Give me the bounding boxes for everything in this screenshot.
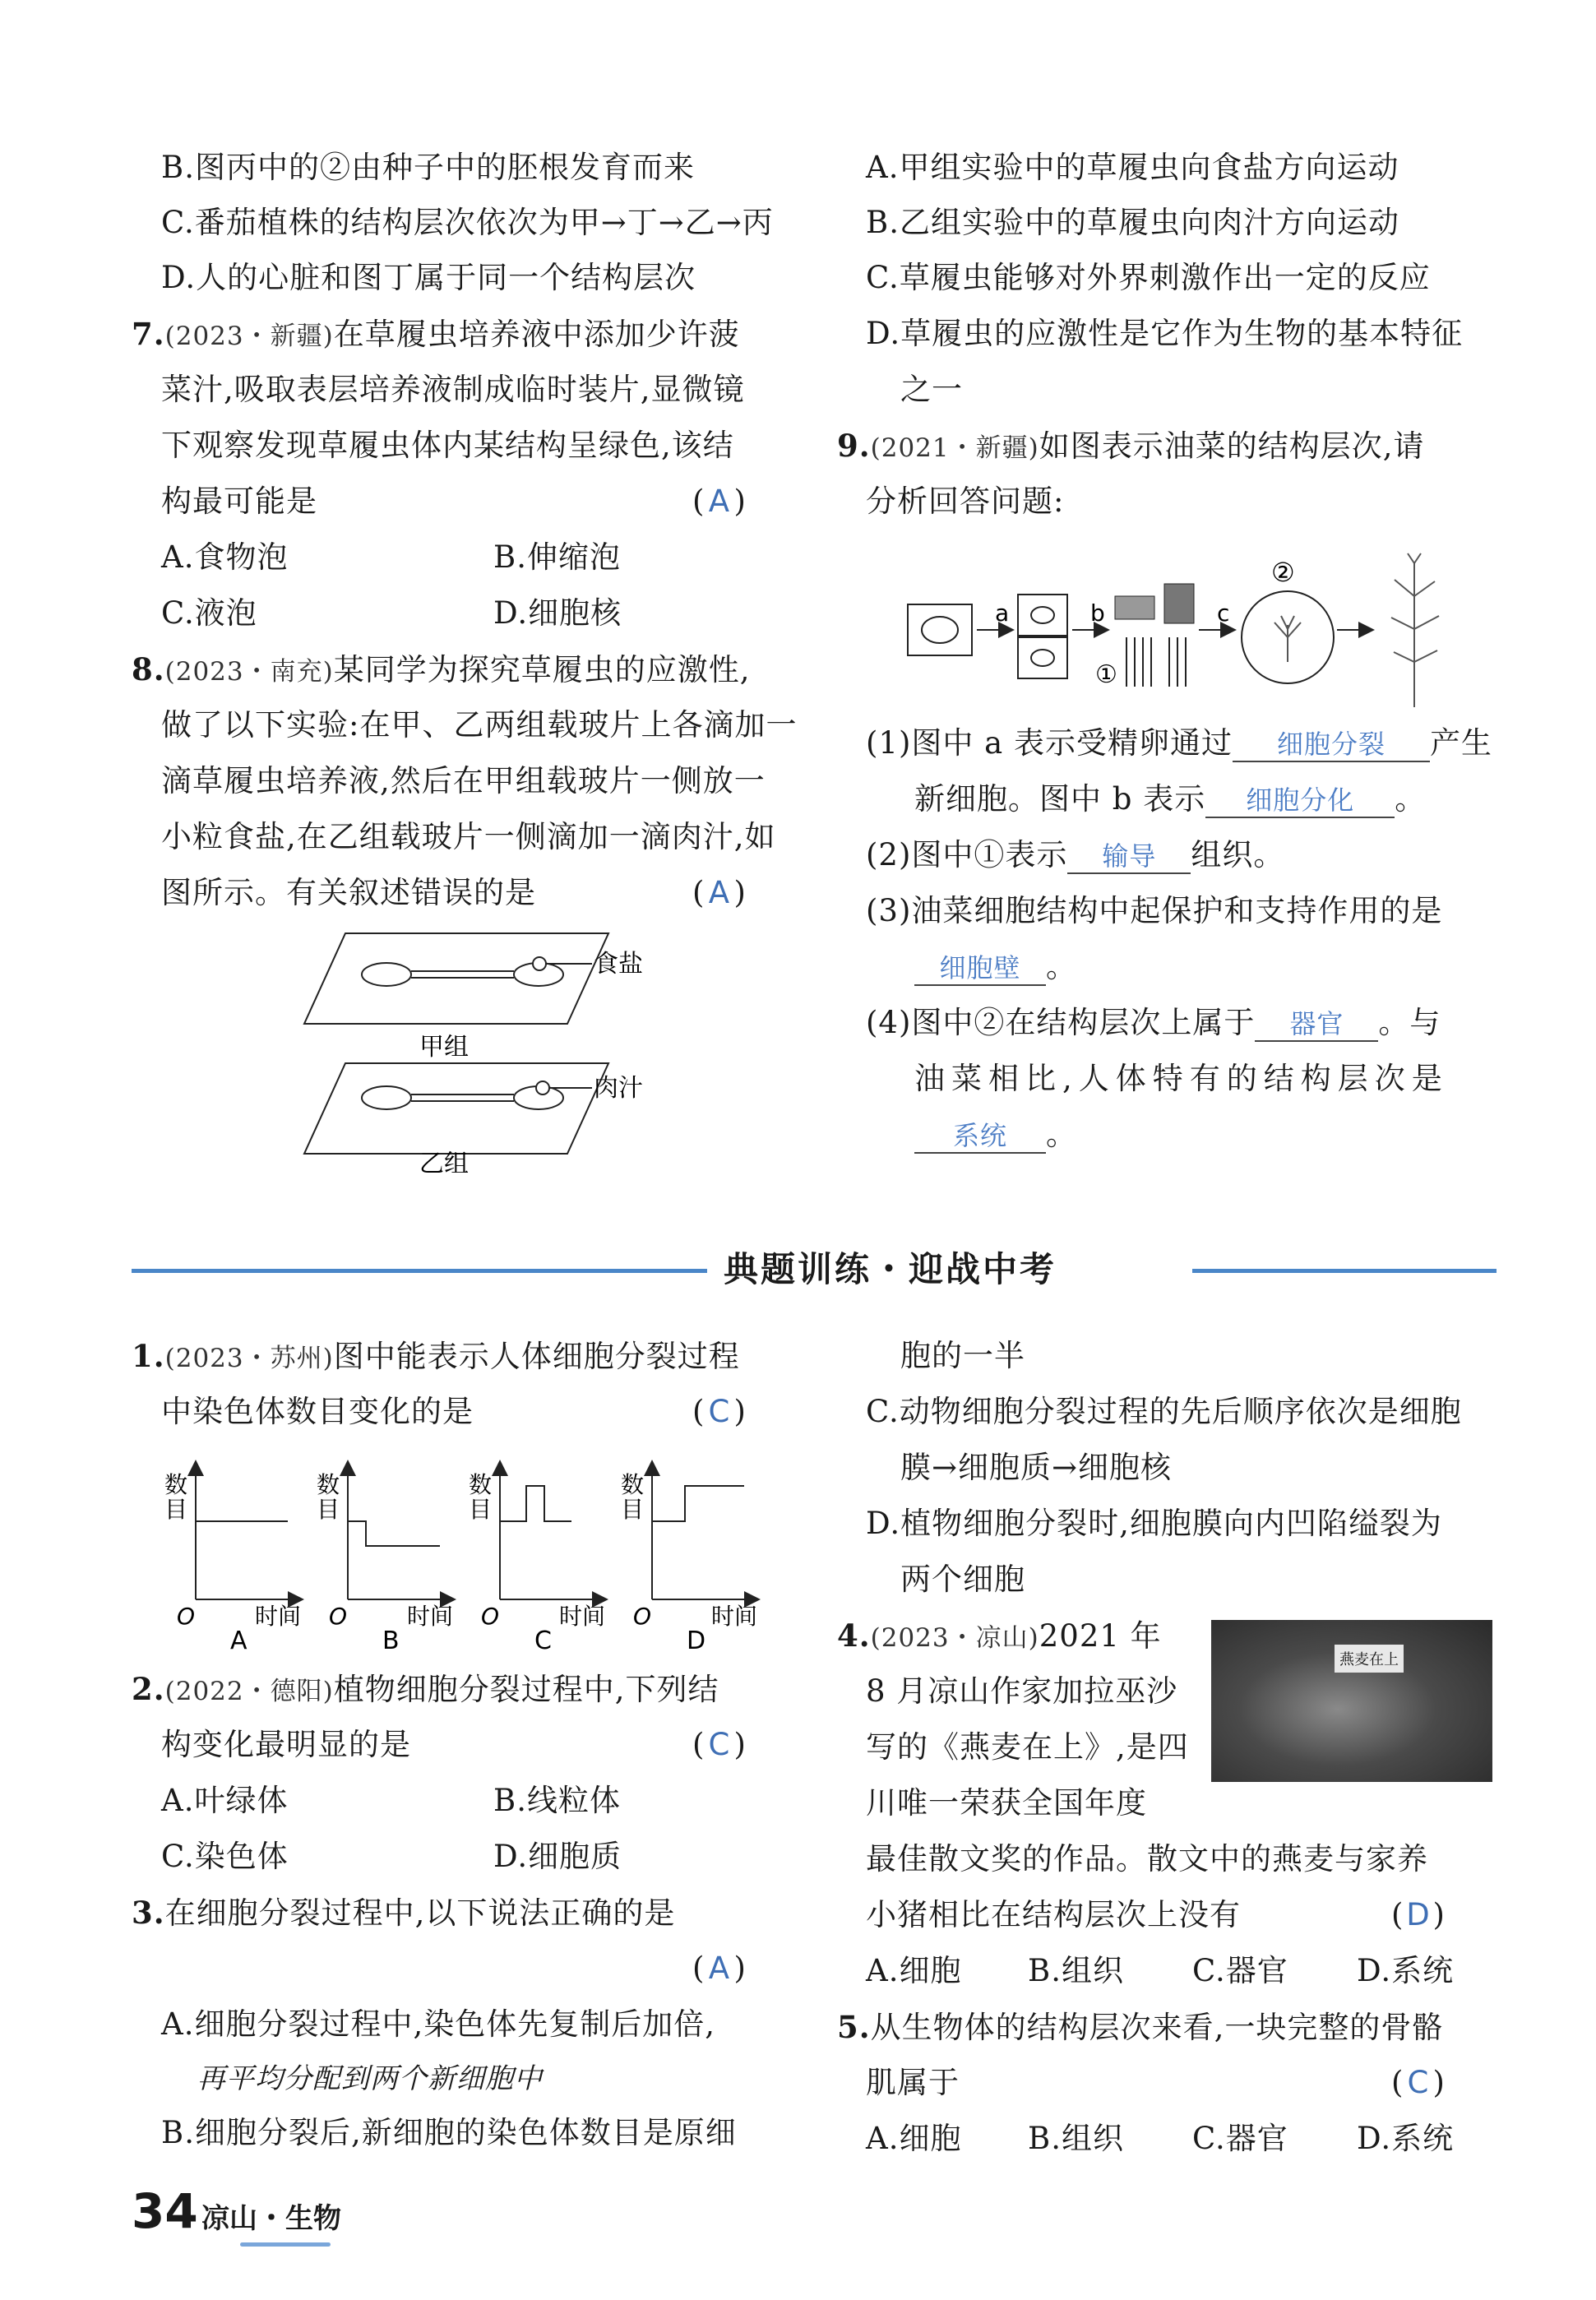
question-text: 写的《燕麦在上》,是四 bbox=[866, 1729, 1189, 1765]
question-5-stem bbox=[837, 2007, 1443, 2048]
question-4-stem bbox=[837, 1616, 1162, 1658]
question-number: 5. bbox=[837, 2009, 871, 2045]
question-source: (2021・新疆) bbox=[870, 433, 1039, 463]
question-number: 9. bbox=[837, 428, 871, 464]
subquestion-1-cont bbox=[914, 780, 1426, 819]
option-c: C.液泡 bbox=[161, 595, 257, 631]
subquestion-2 bbox=[866, 835, 1284, 875]
question-text: 图中能表示人体细胞分裂过程 bbox=[333, 1339, 740, 1374]
answer-blank: 细胞分化 bbox=[1205, 784, 1395, 818]
option-a: A.甲组实验中的草履虫向食盐方向运动 bbox=[866, 150, 1399, 185]
question-text: 构变化最明显的是 bbox=[161, 1727, 411, 1762]
photo-caption: 燕麦在上 bbox=[1335, 1645, 1404, 1673]
answer-blank: 系统 bbox=[914, 1119, 1046, 1154]
label-2: ② bbox=[1271, 557, 1295, 588]
axis-label: 目 bbox=[164, 1496, 188, 1523]
option-d: D.细胞核 bbox=[493, 595, 622, 631]
option-a: A.食物泡 bbox=[161, 539, 289, 575]
answer-blank: 输导 bbox=[1067, 840, 1191, 874]
axis-label: 时间 bbox=[255, 1603, 302, 1630]
answer-value: A bbox=[708, 875, 730, 910]
question-number: 4. bbox=[837, 1617, 871, 1654]
question-text: 从生物体的结构层次来看,一块完整的骨骼 bbox=[870, 2010, 1444, 2045]
option-c: C.动物细胞分裂过程的先后顺序依次是细胞 bbox=[866, 1394, 1462, 1429]
option-d-cont: 之一 bbox=[900, 372, 963, 407]
graph-a bbox=[164, 1468, 301, 1653]
question-text: 在草履虫培养液中添加少许菠 bbox=[333, 317, 740, 352]
question-source: (2023・凉山) bbox=[870, 1623, 1039, 1653]
answer-bracket: ( C ) bbox=[692, 1392, 746, 1432]
option-c: C.器官 bbox=[1192, 2121, 1288, 2156]
option-a: A.细胞分裂过程中,染色体先复制后加倍, bbox=[161, 2006, 716, 2042]
subquestion-4 bbox=[866, 1003, 1441, 1043]
subquestion-4-cont2 bbox=[914, 1115, 1077, 1155]
option-b: B.乙组实验中的草履虫向肉汁方向运动 bbox=[866, 205, 1399, 240]
option-a-cont: 再平均分配到两个新细胞中 bbox=[197, 2062, 543, 2095]
option-c: C.染色体 bbox=[161, 1839, 289, 1874]
question-text: 菜汁,吸取表层培养液制成临时装片,显微镜 bbox=[161, 372, 745, 407]
option-line: C.番茄植株的结构层次依次为甲→丁→乙→丙 bbox=[161, 205, 774, 240]
question-text: 下观察发现草履虫体内某结构呈绿色,该结 bbox=[161, 428, 734, 463]
subquestion-text: 组织。 bbox=[1191, 837, 1285, 872]
question-text: 川唯一荣获全国年度 bbox=[866, 1785, 1147, 1821]
fertilized-egg-cell bbox=[908, 604, 972, 655]
subquestion-text: 新细胞。图中 b 表示 bbox=[914, 781, 1206, 817]
question-text: 小粒食盐,在乙组载玻片一侧滴加一滴肉汁,如 bbox=[161, 819, 776, 854]
graph-label: C bbox=[534, 1627, 552, 1653]
answer-value: A bbox=[708, 484, 730, 519]
option-a: A.细胞 bbox=[866, 1953, 962, 1988]
option-line: B.图丙中的②由种子中的胚根发育而来 bbox=[161, 150, 695, 185]
page-number: 34 bbox=[132, 2183, 198, 2239]
option-b: B.伸缩泡 bbox=[493, 539, 621, 575]
question-text: 在细胞分裂过程中,以下说法正确的是 bbox=[164, 1895, 676, 1931]
question-text: 中染色体数目变化的是 bbox=[161, 1394, 474, 1429]
axis-label: 时间 bbox=[407, 1603, 454, 1630]
axis-label: 目 bbox=[317, 1496, 340, 1523]
option-b: B.线粒体 bbox=[493, 1783, 621, 1818]
question-2-stem bbox=[132, 1669, 719, 1711]
question-7-stem bbox=[132, 314, 740, 356]
axis-label: 时间 bbox=[711, 1603, 758, 1630]
question-9-stem bbox=[837, 426, 1425, 468]
option-b: B.组织 bbox=[1028, 1953, 1124, 1988]
conducting-tissue bbox=[1126, 637, 1186, 687]
question-source: (2022・德阳) bbox=[164, 1677, 334, 1706]
label-salt: 食盐 bbox=[594, 950, 643, 979]
answer-value: A bbox=[708, 1951, 730, 1986]
origin-label: O bbox=[177, 1603, 196, 1630]
question-text: 某同学为探究草履虫的应激性, bbox=[333, 652, 751, 687]
label-b: b bbox=[1090, 599, 1105, 627]
subquestion-3-cont bbox=[914, 947, 1077, 987]
slide-yi bbox=[304, 1063, 608, 1154]
answer-value: C bbox=[708, 1727, 730, 1762]
option-c: C.器官 bbox=[1192, 1953, 1288, 1988]
section-rule-right bbox=[1192, 1269, 1497, 1273]
graph-c bbox=[469, 1468, 605, 1653]
option-d: D.系统 bbox=[1357, 2121, 1455, 2156]
question-source: (2023・新疆) bbox=[164, 322, 334, 351]
subquestion-1 bbox=[866, 724, 1492, 763]
subquestion-text: 。 bbox=[1046, 949, 1077, 984]
question-number: 2. bbox=[132, 1671, 165, 1707]
answer-value: C bbox=[708, 1394, 730, 1429]
answer-value: C bbox=[1407, 2065, 1429, 2100]
graph-label: B bbox=[382, 1627, 400, 1653]
question-number: 1. bbox=[132, 1338, 165, 1374]
question-number: 3. bbox=[132, 1895, 165, 1931]
label-a: a bbox=[995, 599, 1010, 627]
answer-bracket: ( A ) bbox=[692, 482, 746, 521]
subquestion-text: 。与 bbox=[1378, 1005, 1441, 1040]
question-8-stem bbox=[132, 650, 751, 692]
origin-label: O bbox=[481, 1603, 500, 1630]
question-text: 图所示。有关叙述错误的是 bbox=[161, 875, 536, 910]
axis-label: 数 bbox=[621, 1471, 645, 1498]
footer-accent-bar bbox=[240, 2242, 331, 2247]
label-jia: 甲组 bbox=[419, 1033, 469, 1062]
salt-grain bbox=[533, 957, 546, 970]
axis-label: 目 bbox=[469, 1496, 493, 1523]
graph-b bbox=[317, 1468, 453, 1653]
section-rule-left bbox=[132, 1269, 707, 1273]
slide-experiment-figure bbox=[296, 925, 691, 1176]
cell bbox=[1018, 637, 1067, 678]
section-header bbox=[132, 1246, 1497, 1295]
subquestion-text: 。 bbox=[1046, 1117, 1077, 1152]
subquestion-text: (4)图中②在结构层次上属于 bbox=[866, 1005, 1256, 1040]
option-d-cont: 两个细胞 bbox=[900, 1562, 1025, 1597]
subquestion-text: (2)图中①表示 bbox=[866, 837, 1068, 872]
option-b: B.细胞分裂后,新细胞的染色体数目是原细 bbox=[161, 2115, 737, 2150]
question-source: (2023・南充) bbox=[164, 657, 334, 687]
answer-bracket: ( D ) bbox=[1391, 1895, 1445, 1935]
option-d: D.草履虫的应激性是它作为生物的基本特征 bbox=[866, 316, 1464, 351]
option-c-cont: 膜→细胞质→细胞核 bbox=[900, 1450, 1173, 1485]
label-yi: 乙组 bbox=[419, 1150, 469, 1176]
answer-bracket: ( C ) bbox=[1391, 2063, 1445, 2103]
rapeseed-plant bbox=[1391, 553, 1439, 707]
label-meat: 肉汁 bbox=[594, 1074, 643, 1103]
graph-d bbox=[621, 1468, 757, 1653]
chromosome-graphs bbox=[164, 1451, 789, 1653]
cell bbox=[1018, 595, 1067, 636]
question-text: 最佳散文奖的作品。散文中的燕麦与家养 bbox=[866, 1841, 1428, 1877]
question-source: (2023・苏州) bbox=[164, 1344, 334, 1373]
connecting-channel bbox=[411, 971, 514, 978]
axis-label: 数 bbox=[164, 1471, 188, 1498]
option-d: D.系统 bbox=[1357, 1953, 1455, 1988]
question-text: 如图表示油菜的结构层次,请 bbox=[1039, 428, 1425, 464]
meat-juice-drop bbox=[536, 1081, 549, 1094]
option-b: B.组织 bbox=[1028, 2121, 1124, 2156]
question-text: 肌属于 bbox=[866, 2065, 960, 2100]
answer-bracket: ( A ) bbox=[692, 873, 746, 913]
label-c: c bbox=[1217, 599, 1230, 627]
option-c: C.草履虫能够对外界刺激作出一定的反应 bbox=[866, 260, 1431, 295]
origin-label: O bbox=[329, 1603, 348, 1630]
option-d: D.细胞质 bbox=[493, 1839, 622, 1874]
origin-label: O bbox=[633, 1603, 652, 1630]
oat-book-photo bbox=[1211, 1620, 1492, 1782]
option-a: A.叶绿体 bbox=[161, 1783, 289, 1818]
option-a: A.细胞 bbox=[866, 2121, 962, 2156]
axis-label: 时间 bbox=[559, 1603, 606, 1630]
answer-blank: 细胞壁 bbox=[914, 951, 1046, 986]
question-text: 小猪相比在结构层次上没有 bbox=[866, 1897, 1241, 1932]
subquestion-4-cont: 油菜相比,人体特有的结构层次是 bbox=[914, 1061, 1449, 1096]
section-title: 典题训练・迎战中考 bbox=[724, 1249, 1057, 1289]
question-text: 滴草履虫培养液,然后在甲组载玻片一侧放一 bbox=[161, 763, 766, 798]
question-number: 8. bbox=[132, 651, 165, 687]
question-number: 7. bbox=[132, 316, 165, 352]
subquestion-3: (3)油菜细胞结构中起保护和支持作用的是 bbox=[866, 893, 1443, 928]
question-1-stem bbox=[132, 1336, 740, 1378]
question-3-stem bbox=[132, 1893, 675, 1933]
graph-label: D bbox=[687, 1627, 706, 1653]
answer-blank: 器官 bbox=[1255, 1007, 1378, 1042]
footer-title: 凉山・生物 bbox=[201, 2202, 341, 2235]
question-text: 8 月凉山作家加拉巫沙 bbox=[866, 1673, 1178, 1709]
drop-culture bbox=[362, 963, 411, 986]
option-b-cont: 胞的一半 bbox=[900, 1338, 1025, 1373]
tissue-block bbox=[1164, 584, 1194, 623]
tissue-block bbox=[1115, 596, 1154, 619]
axis-label: 数 bbox=[317, 1471, 340, 1498]
axis-label: 数 bbox=[469, 1471, 493, 1498]
option-d: D.植物细胞分裂时,细胞膜向内凹陷缢裂为 bbox=[866, 1506, 1442, 1541]
label-1: ① bbox=[1095, 660, 1117, 689]
question-text: 做了以下实验:在甲、乙两组载玻片上各滴加一 bbox=[161, 707, 798, 743]
axis-label: 目 bbox=[621, 1496, 645, 1523]
subquestion-text: (1)图中 a 表示受精卵通过 bbox=[866, 725, 1233, 761]
answer-blank: 细胞分裂 bbox=[1233, 728, 1430, 762]
answer-bracket: ( C ) bbox=[692, 1725, 746, 1765]
question-text: 植物细胞分裂过程中,下列结 bbox=[333, 1672, 719, 1707]
subquestion-text: 产生 bbox=[1430, 725, 1492, 761]
rapeseed-structure-figure bbox=[904, 547, 1480, 715]
answer-bracket: ( A ) bbox=[692, 1949, 746, 1988]
question-text: 构最可能是 bbox=[161, 484, 317, 519]
graph-label: A bbox=[230, 1627, 247, 1653]
option-line: D.人的心脏和图丁属于同一个结构层次 bbox=[161, 260, 696, 295]
answer-value: D bbox=[1406, 1897, 1430, 1932]
question-text: 分析回答问题: bbox=[866, 484, 1065, 519]
question-text: 2021 年 bbox=[1039, 1618, 1162, 1654]
subquestion-text: 。 bbox=[1395, 781, 1427, 817]
